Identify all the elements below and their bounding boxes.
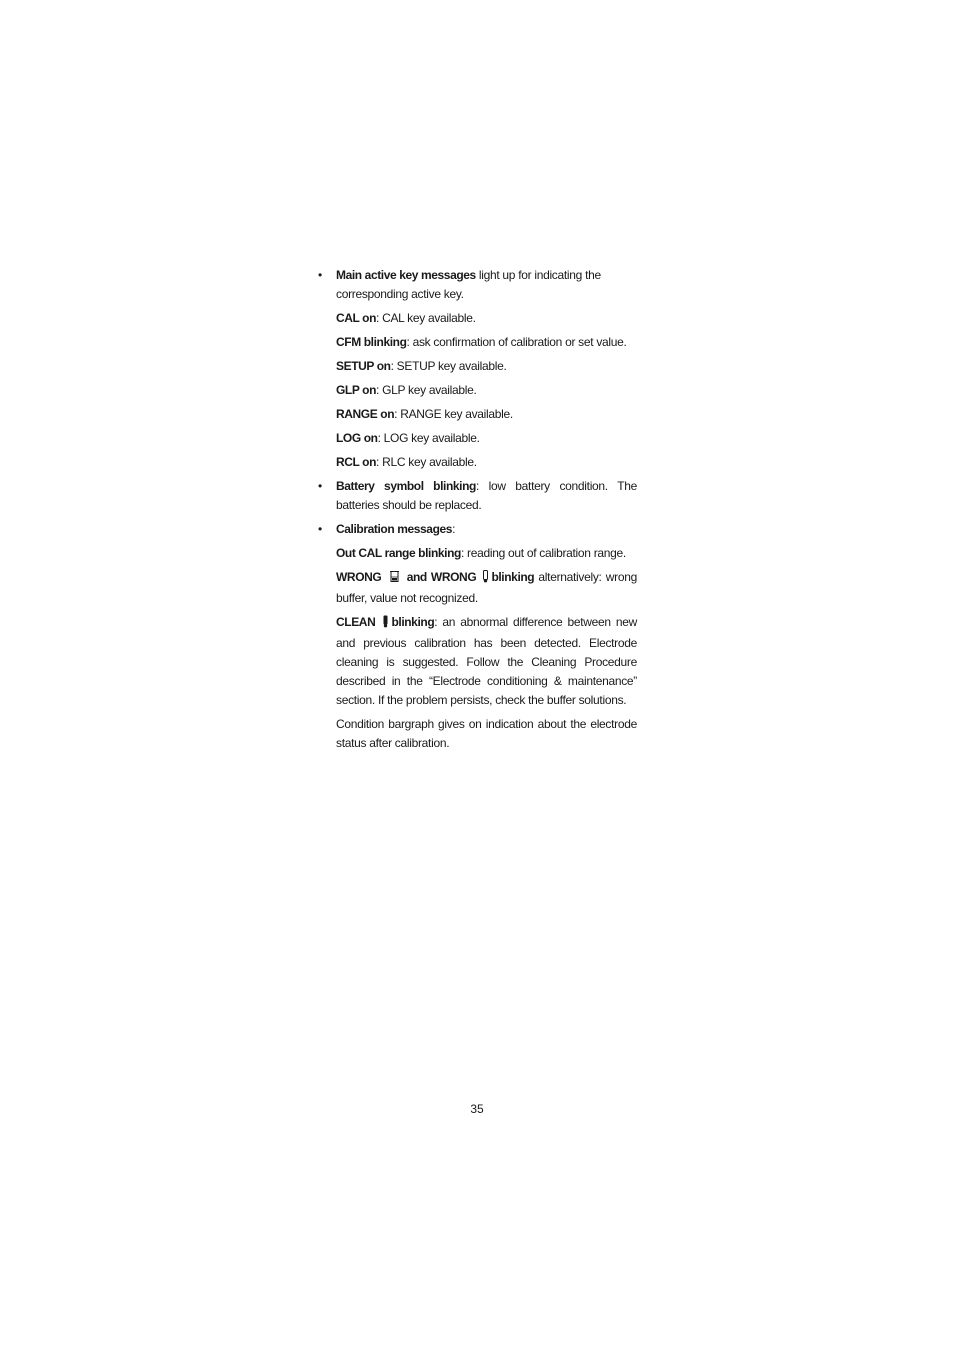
key-message-cal [317,309,637,328]
description: alternatively: wrong buffer, value not recognized. [336,570,637,605]
page-number: 35 [470,1102,484,1116]
list-item-main-active-key-messages [317,266,637,304]
description: : SETUP key available. [390,359,507,373]
description: : LOG key available. [377,431,480,445]
term-blinking: blinking [391,615,435,629]
key-message-range [317,405,637,424]
cal-message-out-range [317,544,637,563]
description: : an abnormal difference between new and previous calibration has been detected. Electrode cleaning is suggested. Follow the Cleaning Procedure described in the “Electrode conditioning & maintenance” section. If the problem persists, check the buffer solutions. [336,615,637,707]
document-body [317,266,637,758]
description: light up for indicating the corresponding active key. [336,268,601,301]
description: : ask confirmation of calibration or set value. [406,335,627,349]
buffer-beaker-icon [388,570,401,589]
cal-message-clean [317,613,637,710]
key-message-log [317,429,637,448]
term: RCL on [336,455,377,469]
term: CFM blinking [336,335,407,349]
bullet-icon: • [318,268,322,282]
term-calibration-messages: Calibration messages [336,522,453,536]
electrode-icon [382,615,389,634]
term-wrong: WRONG [336,570,382,584]
term: Out CAL range blinking [336,546,461,560]
cal-message-wrong [317,568,637,608]
key-message-rcl [317,453,637,472]
description: : CAL key available. [376,311,476,325]
term-main-active-key-messages: Main active key messages [336,268,476,282]
condition-bargraph-note: Condition bargraph gives on indication about the electrode status after calibration. [336,717,637,750]
term-blinking: blinking [491,570,535,584]
term-and-wrong: and WRONG [406,570,477,584]
term: CAL on [336,311,377,325]
term-battery-symbol-blinking: Battery symbol blinking [336,479,476,493]
description: : low battery condition. The batteries should be replaced. [336,479,637,512]
term: LOG on [336,431,378,445]
bullet-icon: • [318,522,322,536]
key-message-setup [317,357,637,376]
bullet-icon: • [318,479,322,493]
description: : RLC key available. [376,455,477,469]
list-item-calibration-messages [317,520,637,539]
description: : GLP key available. [376,383,477,397]
term: SETUP on [336,359,391,373]
key-message-cfm [317,333,637,352]
term: RANGE on [336,407,395,421]
list-item-battery-symbol [317,477,637,515]
term: GLP on [336,383,377,397]
electrode-icon [482,570,489,589]
description: : reading out of calibration range. [460,546,626,560]
term-clean: CLEAN [336,615,376,629]
description: : [452,522,456,536]
key-message-glp [317,381,637,400]
description: : RANGE key available. [394,407,513,421]
